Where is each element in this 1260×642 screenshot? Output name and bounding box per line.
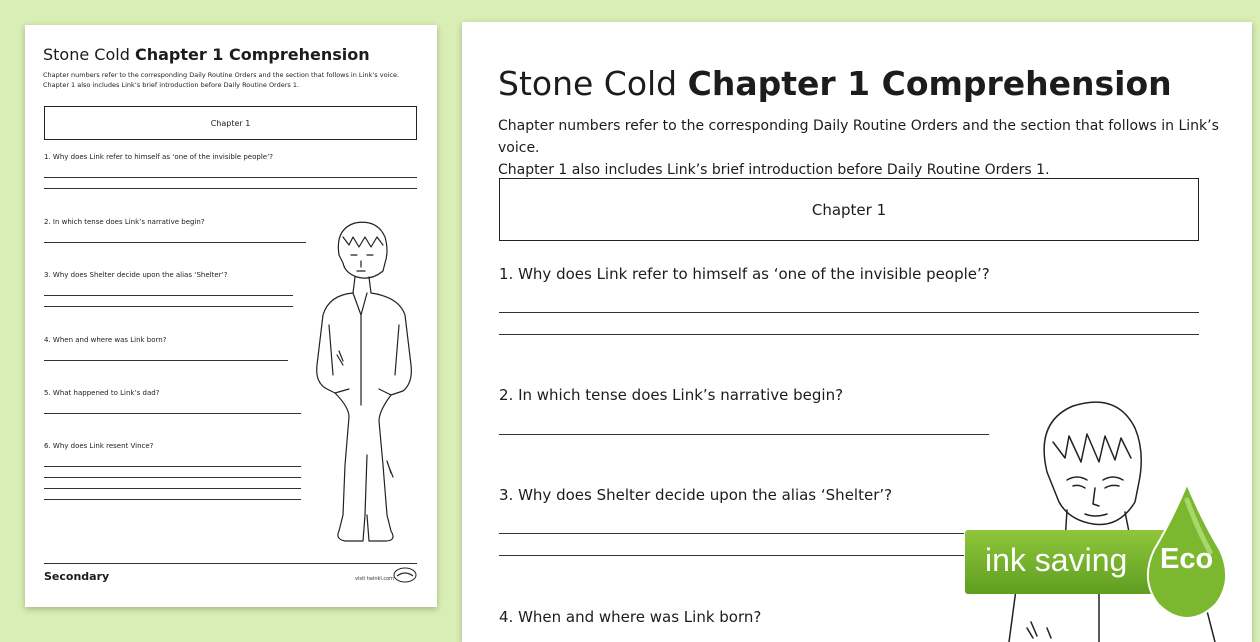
answer-line[interactable] [499,434,989,435]
title-topic: Chapter 1 Comprehension [134,45,370,64]
ink-saving-text: ink saving [985,542,1128,578]
answer-line[interactable] [44,499,301,500]
intro-line-2: Chapter 1 also includes Link’s brief introduction before Daily Routine Orders 1. [43,81,300,89]
footer-divider [44,563,417,564]
answer-line[interactable] [499,555,964,556]
intro-line-1: Chapter numbers refer to the corresponding Daily Routine Orders and the section that follows in Link’s voice. [43,71,400,79]
question-1: 1. Why does Link refer to himself as ‘one of the invisible people’? [499,265,990,283]
answer-line[interactable] [44,188,417,189]
title-series: Stone Cold [498,64,678,103]
answer-line[interactable] [499,334,1199,335]
title-topic: Chapter 1 Comprehension [687,64,1172,103]
chapter-label: Chapter 1 [210,118,251,128]
answer-line[interactable] [44,360,288,361]
chapter-header-box [44,106,417,140]
twinkl-logo-icon [393,566,417,584]
answer-line[interactable] [44,177,417,178]
title-series: Stone Cold [43,45,130,64]
answer-line[interactable] [44,242,306,243]
answer-line[interactable] [44,295,293,296]
boy-illustration [309,215,419,545]
question-3: 3. Why does Shelter decide upon the alias ‘Shelter’? [44,271,228,279]
worksheet-title [43,45,370,64]
worksheet-intro [43,70,423,90]
footer-url[interactable]: visit twinkl.com [355,576,395,582]
worksheet-preview-thumbnail [25,25,437,607]
question-2: 2. In which tense does Link’s narrative begin? [499,386,844,404]
answer-line[interactable] [499,533,964,534]
question-2: 2. In which tense does Link’s narrative begin? [44,218,205,226]
answer-line[interactable] [44,466,301,467]
chapter-header-box [499,178,1199,241]
answer-line[interactable] [44,413,301,414]
answer-line[interactable] [499,312,1199,313]
intro-line-1: Chapter numbers refer to the corresponding Daily Routine Orders and the section that follows in Link’s voice. [498,118,1219,156]
answer-line[interactable] [44,477,301,478]
question-4: 4. When and where was Link born? [44,336,167,344]
worksheet-intro [498,115,1238,181]
question-3: 3. Why does Shelter decide upon the alias ‘Shelter’? [499,486,893,504]
chapter-label: Chapter 1 [811,200,887,219]
answer-line[interactable] [44,488,301,489]
footer-secondary-label: Secondary [44,570,110,583]
eco-label: Eco [1160,543,1214,575]
question-1: 1. Why does Link refer to himself as ‘one of the invisible people’? [44,153,274,161]
answer-line[interactable] [44,306,293,307]
question-5: 5. What happened to Link’s dad? [44,389,160,397]
question-4: 4. When and where was Link born? [499,608,762,626]
worksheet-title [498,64,1172,103]
question-6: 6. Why does Link resent Vince? [44,442,154,450]
intro-line-2: Chapter 1 also includes Link’s brief introduction before Daily Routine Orders 1. [498,162,1050,178]
